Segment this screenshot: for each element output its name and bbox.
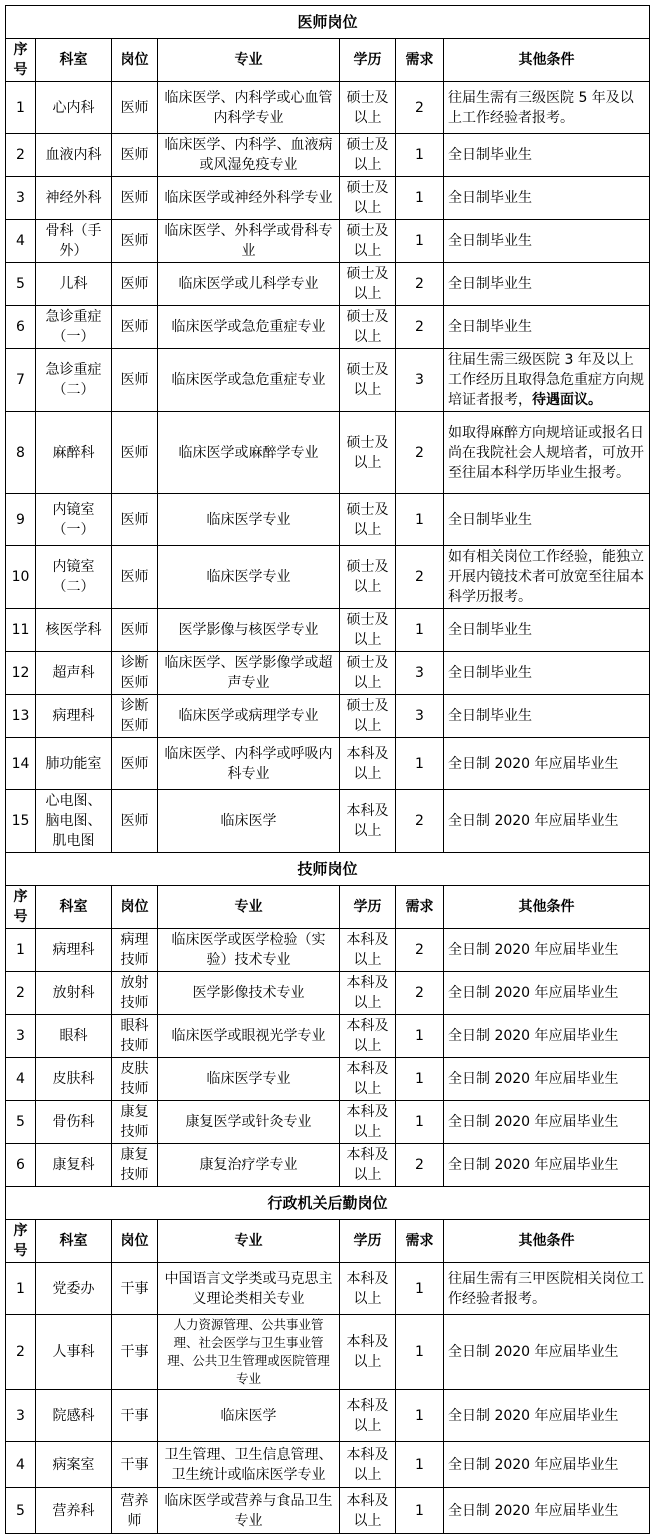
cell-position: 医师 <box>112 263 158 306</box>
cell-row-number: 4 <box>6 1442 36 1488</box>
cell-education: 硕士及以上 <box>340 306 396 349</box>
table-row <box>6 1390 650 1442</box>
cell-department: 核医学科 <box>36 609 112 652</box>
header-other-conditions: 其他条件 <box>444 1220 650 1263</box>
cell-row-number: 7 <box>6 349 36 412</box>
cell-row-number: 3 <box>6 1015 36 1058</box>
header-major: 专业 <box>158 886 340 929</box>
cell-row-number: 6 <box>6 1144 36 1187</box>
table-row <box>6 652 650 695</box>
header-other-conditions: 其他条件 <box>444 39 650 82</box>
cell-position: 医师 <box>112 177 158 220</box>
table-row <box>6 546 650 609</box>
cell-headcount: 1 <box>396 1442 444 1488</box>
cell-education: 本科及以上 <box>340 1058 396 1101</box>
cell-major: 临床医学或急危重症专业 <box>158 306 340 349</box>
cell-department: 康复科 <box>36 1144 112 1187</box>
cell-other-conditions: 全日制 2020 年应届毕业生 <box>444 1015 650 1058</box>
cell-major: 临床医学或神经外科学专业 <box>158 177 340 220</box>
cell-major: 临床医学、医学影像学或超声专业 <box>158 652 340 695</box>
table-row <box>6 1144 650 1187</box>
cell-department: 心内科 <box>36 82 112 134</box>
table-row <box>6 929 650 972</box>
cell-department: 人事科 <box>36 1315 112 1390</box>
cell-education: 硕士及以上 <box>340 695 396 738</box>
cell-other-conditions: 全日制 2020 年应届毕业生 <box>444 929 650 972</box>
cell-headcount: 2 <box>396 1144 444 1187</box>
cell-position: 医师 <box>112 349 158 412</box>
table-row <box>6 1101 650 1144</box>
cell-major: 卫生管理、卫生信息管理、卫生统计或临床医学专业 <box>158 1442 340 1488</box>
cell-headcount: 3 <box>396 652 444 695</box>
cell-row-number: 2 <box>6 1315 36 1390</box>
cell-major: 临床医学专业 <box>158 546 340 609</box>
cell-row-number: 4 <box>6 220 36 263</box>
cell-other-conditions: 往届生需有三甲医院相关岗位工作经验者报考。 <box>444 1263 650 1315</box>
cell-row-number: 15 <box>6 790 36 853</box>
cell-major: 临床医学、内科学或呼吸内科专业 <box>158 738 340 790</box>
cell-education: 硕士及以上 <box>340 177 396 220</box>
cell-other-conditions: 全日制毕业生 <box>444 652 650 695</box>
cell-department: 党委办 <box>36 1263 112 1315</box>
cell-department: 内镜室（一） <box>36 494 112 546</box>
cell-headcount: 1 <box>396 1390 444 1442</box>
cell-department: 肺功能室 <box>36 738 112 790</box>
cell-major: 临床医学 <box>158 790 340 853</box>
cell-position: 医师 <box>112 134 158 177</box>
section-title: 行政机关后勤岗位 <box>6 1187 650 1220</box>
cell-row-number: 12 <box>6 652 36 695</box>
cell-headcount: 1 <box>396 1488 444 1534</box>
cell-headcount: 1 <box>396 1058 444 1101</box>
cell-other-conditions: 全日制 2020 年应届毕业生 <box>444 1144 650 1187</box>
cell-department: 神经外科 <box>36 177 112 220</box>
cell-other-conditions: 全日制 2020 年应届毕业生 <box>444 790 650 853</box>
table-row <box>6 1315 650 1390</box>
cell-education: 本科及以上 <box>340 929 396 972</box>
cell-headcount: 1 <box>396 220 444 263</box>
cell-major: 中国语言文学类或马克思主义理论类相关专业 <box>158 1263 340 1315</box>
cell-other-conditions: 全日制毕业生 <box>444 494 650 546</box>
cell-department: 皮肤科 <box>36 1058 112 1101</box>
cell-major: 临床医学或营养与食品卫生专业 <box>158 1488 340 1534</box>
cell-other-conditions: 全日制 2020 年应届毕业生 <box>444 738 650 790</box>
cell-row-number: 3 <box>6 177 36 220</box>
table-row <box>6 494 650 546</box>
cell-position: 医师 <box>112 609 158 652</box>
cell-headcount: 2 <box>396 546 444 609</box>
header-department: 科室 <box>36 39 112 82</box>
table-row <box>6 220 650 263</box>
cell-row-number: 2 <box>6 972 36 1015</box>
section-title: 医师岗位 <box>6 6 650 39</box>
cell-headcount: 3 <box>396 349 444 412</box>
cell-other-conditions: 全日制毕业生 <box>444 306 650 349</box>
cell-row-number: 4 <box>6 1058 36 1101</box>
header-education: 学历 <box>340 39 396 82</box>
cell-other-conditions: 全日制 2020 年应届毕业生 <box>444 1442 650 1488</box>
table-row <box>6 1263 650 1315</box>
cell-major: 临床医学或急危重症专业 <box>158 349 340 412</box>
cell-position: 康复技师 <box>112 1144 158 1187</box>
table-row <box>6 177 650 220</box>
cell-other-conditions: 全日制 2020 年应届毕业生 <box>444 1058 650 1101</box>
cell-position: 干事 <box>112 1390 158 1442</box>
cell-education: 硕士及以上 <box>340 546 396 609</box>
section-title-row <box>6 6 650 39</box>
cell-headcount: 2 <box>396 790 444 853</box>
cell-department: 院感科 <box>36 1390 112 1442</box>
cell-headcount: 1 <box>396 1315 444 1390</box>
cell-education: 硕士及以上 <box>340 652 396 695</box>
cell-other-conditions: 全日制毕业生 <box>444 695 650 738</box>
cell-position: 康复技师 <box>112 1101 158 1144</box>
cell-major: 临床医学或病理学专业 <box>158 695 340 738</box>
cell-department: 放射科 <box>36 972 112 1015</box>
cell-other-conditions: 往届生需有三级医院 5 年及以上工作经验者报考。 <box>444 82 650 134</box>
cell-position: 干事 <box>112 1263 158 1315</box>
cell-position: 干事 <box>112 1315 158 1390</box>
cell-headcount: 2 <box>396 412 444 494</box>
cell-other-conditions: 全日制 2020 年应届毕业生 <box>444 1101 650 1144</box>
table-row <box>6 134 650 177</box>
header-major: 专业 <box>158 1220 340 1263</box>
cell-education: 本科及以上 <box>340 1101 396 1144</box>
table-row <box>6 263 650 306</box>
header-department: 科室 <box>36 1220 112 1263</box>
cell-major: 临床医学或眼视光学专业 <box>158 1015 340 1058</box>
cell-headcount: 1 <box>396 738 444 790</box>
cell-education: 本科及以上 <box>340 1315 396 1390</box>
cell-department: 内镜室（二） <box>36 546 112 609</box>
header-position: 岗位 <box>112 886 158 929</box>
cell-major: 临床医学 <box>158 1390 340 1442</box>
cell-headcount: 1 <box>396 134 444 177</box>
table-row <box>6 349 650 412</box>
cell-education: 本科及以上 <box>340 1263 396 1315</box>
table-row <box>6 1015 650 1058</box>
cell-other-conditions <box>444 349 650 412</box>
cell-row-number: 14 <box>6 738 36 790</box>
recruitment-table <box>5 5 650 1534</box>
section-title: 技师岗位 <box>6 853 650 886</box>
cell-education: 本科及以上 <box>340 790 396 853</box>
cell-major: 临床医学、外科学或骨科专业 <box>158 220 340 263</box>
cell-row-number: 1 <box>6 929 36 972</box>
cell-major: 康复医学或针灸专业 <box>158 1101 340 1144</box>
cell-major: 临床医学、内科学、血液病或风湿免疫专业 <box>158 134 340 177</box>
cell-headcount: 1 <box>396 494 444 546</box>
table-row <box>6 306 650 349</box>
cell-position: 皮肤技师 <box>112 1058 158 1101</box>
header-row <box>6 39 650 82</box>
cell-major: 临床医学或医学检验（实验）技术专业 <box>158 929 340 972</box>
cell-headcount: 1 <box>396 177 444 220</box>
cell-headcount: 2 <box>396 263 444 306</box>
table-row <box>6 1488 650 1534</box>
cell-department: 骨科（手外） <box>36 220 112 263</box>
cell-department: 超声科 <box>36 652 112 695</box>
recruitment-document <box>5 5 649 1534</box>
header-position: 岗位 <box>112 1220 158 1263</box>
header-row-number: 序号 <box>6 1220 36 1263</box>
other-conditions-emphasis: 待遇面议。 <box>532 392 602 408</box>
header-other-conditions: 其他条件 <box>444 886 650 929</box>
cell-department: 急诊重症（一） <box>36 306 112 349</box>
other-conditions-text: 往届生需三级医院 3 年及以上工作经历且取得急危重症方向规培证者报考， <box>448 352 644 408</box>
cell-row-number: 5 <box>6 263 36 306</box>
cell-row-number: 5 <box>6 1488 36 1534</box>
cell-position: 放射技师 <box>112 972 158 1015</box>
cell-row-number: 5 <box>6 1101 36 1144</box>
header-headcount: 需求 <box>396 39 444 82</box>
cell-row-number: 8 <box>6 412 36 494</box>
cell-other-conditions: 全日制毕业生 <box>444 263 650 306</box>
cell-education: 硕士及以上 <box>340 494 396 546</box>
cell-headcount: 2 <box>396 972 444 1015</box>
cell-position: 眼科技师 <box>112 1015 158 1058</box>
cell-education: 本科及以上 <box>340 1488 396 1534</box>
cell-department: 病理科 <box>36 695 112 738</box>
table-row <box>6 738 650 790</box>
cell-education: 硕士及以上 <box>340 263 396 306</box>
cell-education: 硕士及以上 <box>340 609 396 652</box>
header-row-number: 序号 <box>6 886 36 929</box>
cell-other-conditions: 全日制 2020 年应届毕业生 <box>444 1390 650 1442</box>
table-row <box>6 972 650 1015</box>
cell-position: 医师 <box>112 220 158 263</box>
cell-headcount: 3 <box>396 695 444 738</box>
cell-education: 本科及以上 <box>340 1390 396 1442</box>
cell-headcount: 2 <box>396 82 444 134</box>
cell-major: 临床医学专业 <box>158 494 340 546</box>
cell-row-number: 1 <box>6 82 36 134</box>
cell-major: 康复治疗学专业 <box>158 1144 340 1187</box>
cell-row-number: 9 <box>6 494 36 546</box>
cell-position: 诊断医师 <box>112 652 158 695</box>
cell-education: 本科及以上 <box>340 738 396 790</box>
cell-row-number: 13 <box>6 695 36 738</box>
header-department: 科室 <box>36 886 112 929</box>
cell-department: 急诊重症（二） <box>36 349 112 412</box>
header-headcount: 需求 <box>396 886 444 929</box>
cell-education: 硕士及以上 <box>340 349 396 412</box>
cell-department: 血液内科 <box>36 134 112 177</box>
table-row <box>6 790 650 853</box>
cell-position: 医师 <box>112 82 158 134</box>
cell-department: 眼科 <box>36 1015 112 1058</box>
cell-department: 骨伤科 <box>36 1101 112 1144</box>
table-row <box>6 82 650 134</box>
cell-row-number: 3 <box>6 1390 36 1442</box>
cell-major: 医学影像技术专业 <box>158 972 340 1015</box>
table-row <box>6 1058 650 1101</box>
cell-major: 临床医学、内科学或心血管内科学专业 <box>158 82 340 134</box>
cell-headcount: 1 <box>396 1015 444 1058</box>
cell-position: 诊断医师 <box>112 695 158 738</box>
cell-education: 本科及以上 <box>340 972 396 1015</box>
header-headcount: 需求 <box>396 1220 444 1263</box>
cell-position: 医师 <box>112 790 158 853</box>
cell-department: 病案室 <box>36 1442 112 1488</box>
cell-row-number: 1 <box>6 1263 36 1315</box>
header-position: 岗位 <box>112 39 158 82</box>
cell-other-conditions: 如有相关岗位工作经验，能独立开展内镜技术者可放宽至往届本科学历报考。 <box>444 546 650 609</box>
cell-major: 临床医学或儿科学专业 <box>158 263 340 306</box>
cell-position: 医师 <box>112 738 158 790</box>
cell-department: 儿科 <box>36 263 112 306</box>
cell-department: 心电图、脑电图、肌电图 <box>36 790 112 853</box>
section-title-row <box>6 1187 650 1220</box>
cell-other-conditions: 全日制毕业生 <box>444 134 650 177</box>
header-row-number: 序号 <box>6 39 36 82</box>
cell-headcount: 2 <box>396 306 444 349</box>
cell-education: 硕士及以上 <box>340 220 396 263</box>
cell-education: 本科及以上 <box>340 1442 396 1488</box>
table-row <box>6 1442 650 1488</box>
cell-department: 营养科 <box>36 1488 112 1534</box>
cell-position: 医师 <box>112 412 158 494</box>
cell-education: 硕士及以上 <box>340 134 396 177</box>
header-education: 学历 <box>340 1220 396 1263</box>
cell-other-conditions: 如取得麻醉方向规培证或报名日尚在我院社会人规培者，可放开至往届本科学历毕业生报考。 <box>444 412 650 494</box>
table-row <box>6 609 650 652</box>
cell-position: 病理技师 <box>112 929 158 972</box>
cell-row-number: 10 <box>6 546 36 609</box>
cell-row-number: 2 <box>6 134 36 177</box>
cell-education: 本科及以上 <box>340 1015 396 1058</box>
cell-other-conditions: 全日制 2020 年应届毕业生 <box>444 1315 650 1390</box>
header-education: 学历 <box>340 886 396 929</box>
cell-department: 麻醉科 <box>36 412 112 494</box>
cell-headcount: 2 <box>396 929 444 972</box>
cell-other-conditions: 全日制 2020 年应届毕业生 <box>444 972 650 1015</box>
cell-major: 人力资源管理、公共事业管理、社会医学与卫生事业管理、公共卫生管理或医院管理专业 <box>158 1315 340 1390</box>
cell-headcount: 1 <box>396 609 444 652</box>
cell-other-conditions: 全日制毕业生 <box>444 220 650 263</box>
cell-other-conditions: 全日制毕业生 <box>444 177 650 220</box>
section-title-row <box>6 853 650 886</box>
cell-major: 临床医学专业 <box>158 1058 340 1101</box>
cell-position: 医师 <box>112 546 158 609</box>
header-row <box>6 1220 650 1263</box>
cell-headcount: 1 <box>396 1101 444 1144</box>
table-row <box>6 412 650 494</box>
header-major: 专业 <box>158 39 340 82</box>
header-row <box>6 886 650 929</box>
cell-position: 医师 <box>112 494 158 546</box>
cell-education: 本科及以上 <box>340 1144 396 1187</box>
cell-other-conditions: 全日制毕业生 <box>444 609 650 652</box>
cell-row-number: 6 <box>6 306 36 349</box>
table-row <box>6 695 650 738</box>
cell-headcount: 1 <box>396 1263 444 1315</box>
cell-position: 干事 <box>112 1442 158 1488</box>
cell-other-conditions: 全日制 2020 年应届毕业生 <box>444 1488 650 1534</box>
cell-position: 医师 <box>112 306 158 349</box>
cell-position: 营养师 <box>112 1488 158 1534</box>
cell-major: 临床医学或麻醉学专业 <box>158 412 340 494</box>
cell-row-number: 11 <box>6 609 36 652</box>
cell-major: 医学影像与核医学专业 <box>158 609 340 652</box>
cell-education: 硕士及以上 <box>340 412 396 494</box>
cell-education: 硕士及以上 <box>340 82 396 134</box>
cell-department: 病理科 <box>36 929 112 972</box>
